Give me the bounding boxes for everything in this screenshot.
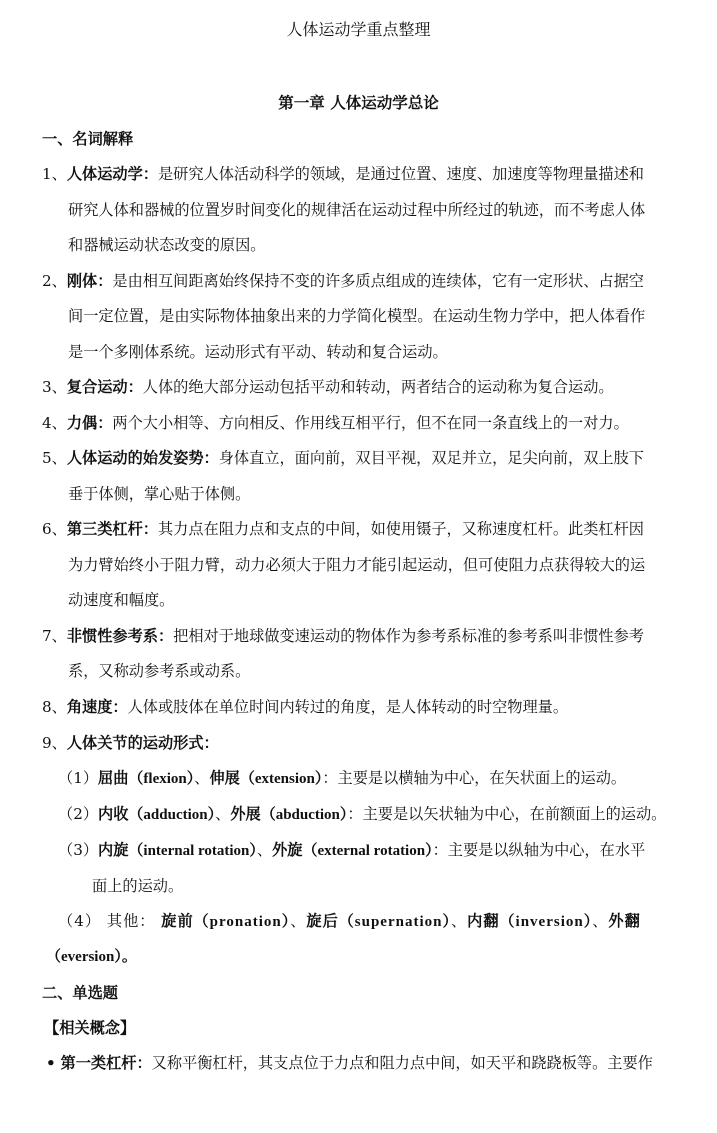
chapter-title: 第一章 人体运动学总论 bbox=[278, 93, 439, 112]
definition-text: 两个大小相等、方向相反、作用线互相平行，但不在同一条直线上的一对力。 bbox=[112, 414, 629, 432]
definition-text: 是由相互间距离始终保持不变的许多质点组成的连续体，它有一定形状、占据空 bbox=[112, 272, 644, 290]
item-number: 4、 bbox=[42, 414, 67, 432]
joint-motion-item-4: （4） 其他： 旋前（pronation）、旋后（supernation）、内翻（inversion）、外翻 bbox=[58, 912, 641, 930]
term-label: 角速度 bbox=[66, 698, 113, 716]
term-label: 人体关节的运动形式 bbox=[66, 734, 204, 752]
motion-term-en: （adduction） bbox=[128, 807, 216, 823]
motion-term-en: （extension） bbox=[239, 771, 323, 787]
term-item-7: 7、非惯性参考系：把相对于地球做变速运动的物体作为参考系标准的参考系叫非惯性参考 bbox=[42, 627, 644, 645]
item-number: 8、 bbox=[42, 698, 67, 716]
item-number: 5、 bbox=[42, 449, 67, 467]
motion-term: 内旋 bbox=[98, 841, 129, 859]
definition-text: 其力点在阻力点和支点的中间，如使用镊子，又称速度杠杆。此类杠杆因 bbox=[157, 520, 644, 538]
motion-term: 外旋 bbox=[272, 841, 303, 859]
definition-text: 人体的绝大部分运动包括平动和转动，两者结合的运动称为复合运动。 bbox=[142, 378, 614, 396]
motion-term: 内收 bbox=[98, 805, 129, 823]
term-label: 复合运动 bbox=[66, 378, 128, 396]
motion-term-en: （internal rotation） bbox=[128, 843, 257, 859]
motion-term: 屈曲 bbox=[98, 769, 129, 787]
definition-line: 研究人体和器械的位置岁时间变化的规律活在运动过程中所经过的轨迹，而不考虑人体 bbox=[68, 201, 646, 219]
item-number: 1、 bbox=[42, 165, 67, 183]
motion-term-en: （supernation） bbox=[338, 914, 451, 930]
term-label: 力偶 bbox=[66, 414, 98, 432]
term-item-6: 6、第三类杠杆：其力点在阻力点和支点的中间，如使用镊子，又称速度杠杆。此类杠杆因 bbox=[42, 520, 644, 538]
bullet-mark: • bbox=[46, 1054, 56, 1072]
motion-term: 内翻 bbox=[467, 912, 500, 930]
definition-line: 垂于体侧，掌心贴于体侧。 bbox=[68, 485, 251, 503]
item-number: 7、 bbox=[42, 627, 67, 645]
definition-text: 是研究人体活动科学的领域，是通过位置、速度、加速度等物理量描述和 bbox=[157, 165, 644, 183]
joint-motion-item-3: （3）内旋（internal rotation）、外旋（external rotation）：主要是以纵轴为中心，在水平 bbox=[58, 841, 646, 859]
term-item-3: 3、复合运动：人体的绝大部分运动包括平动和转动，两者结合的运动称为复合运动。 bbox=[42, 378, 614, 396]
definition-line: 为力臂始终小于阻力臂，动力必须大于阻力才能引起运动，但可使阻力点获得较大的运 bbox=[68, 556, 646, 574]
related-concepts-label: 【相关概念】 bbox=[44, 1019, 136, 1037]
document-title: 人体运动学重点整理 bbox=[286, 20, 431, 39]
definition-line: 是一个多刚体系统。运动形式有平动、转动和复合运动。 bbox=[68, 343, 448, 361]
joint-motion-item-2: （2）内收（adduction）、外展（abduction）：主要是以矢状轴为中心，在前额面上的运动。 bbox=[58, 805, 667, 823]
motion-term: 外展 bbox=[230, 805, 261, 823]
term-label: 刚体 bbox=[66, 272, 98, 290]
term-label: 非惯性参考系 bbox=[66, 627, 158, 645]
term-label: 第一类杠杆 bbox=[60, 1054, 137, 1072]
motion-term: 伸展 bbox=[209, 769, 240, 787]
term-item-9: 9、人体关节的运动形式： bbox=[42, 734, 219, 752]
joint-motion-item-4-cont: （eversion）。 bbox=[46, 949, 137, 965]
motion-term-en: （flexion） bbox=[128, 771, 195, 787]
definition-line: 和器械运动状态改变的原因。 bbox=[68, 236, 266, 254]
motion-term: 旋前 bbox=[161, 912, 194, 930]
term-item-1: 1、人体运动学：是研究人体活动科学的领域，是通过位置、速度、加速度等物理量描述和 bbox=[42, 165, 644, 183]
term-label: 人体运动学 bbox=[66, 165, 143, 183]
section-heading-single-choice: 二、单选题 bbox=[42, 984, 118, 1002]
definition-line: 系，又称动参考系或动系。 bbox=[68, 662, 251, 680]
section-heading-terms: 一、名词解释 bbox=[42, 130, 134, 148]
definition-text: 又称平衡杠杆，其支点位于力点和阻力点中间，如天平和跷跷板等。主要作 bbox=[151, 1054, 653, 1072]
term-item-4: 4、力偶：两个大小相等、方向相反、作用线互相平行，但不在同一条直线上的一对力。 bbox=[42, 414, 629, 432]
term-item-8: 8、角速度：人体或肢体在单位时间内转过的角度，是人体转动的时空物理量。 bbox=[42, 698, 569, 716]
motion-term-en: （inversion） bbox=[499, 914, 593, 930]
term-item-5: 5、人体运动的始发姿势：身体直立，面向前，双目平视，双足并立，足尖向前，双上肢下 bbox=[42, 449, 644, 467]
definition-text: 人体或肢体在单位时间内转过的角度，是人体转动的时空物理量。 bbox=[127, 698, 569, 716]
definition-line: 动速度和幅度。 bbox=[68, 591, 175, 609]
motion-term-en: （external rotation） bbox=[302, 843, 433, 859]
definition-line: 间一定位置，是由实际物体抽象出来的力学简化模型。在运动生物力学中，把人体看作 bbox=[68, 307, 646, 325]
item-number: 2、 bbox=[42, 272, 67, 290]
item-number: 3、 bbox=[42, 378, 67, 396]
motion-term-en: （pronation） bbox=[193, 914, 291, 930]
term-label: 人体运动的始发姿势 bbox=[66, 449, 204, 467]
term-label: 第三类杠杆 bbox=[66, 520, 143, 538]
item-number: 9、 bbox=[42, 734, 67, 752]
motion-term-en: （abduction） bbox=[260, 807, 348, 823]
joint-motion-item-1: （1）屈曲（flexion）、伸展（extension）：主要是以横轴为中心，在矢状面上的运动。 bbox=[58, 769, 627, 787]
joint-motion-item-3-cont: 面上的运动。 bbox=[92, 877, 184, 895]
motion-term: 旋后 bbox=[306, 912, 339, 930]
definition-text: 身体直立，面向前，双目平视，双足并立，足尖向前，双上肢下 bbox=[218, 449, 644, 467]
definition-text: 把相对于地球做变速运动的物体作为参考系标准的参考系叫非惯性参考 bbox=[173, 627, 644, 645]
bullet-item-first-class-lever: • 第一类杠杆：又称平衡杠杆，其支点位于力点和阻力点中间，如天平和跷跷板等。主要作 bbox=[46, 1054, 653, 1072]
motion-term: 外翻 bbox=[608, 912, 641, 930]
term-item-2: 2、刚体：是由相互间距离始终保持不变的许多质点组成的连续体，它有一定形状、占据空 bbox=[42, 272, 644, 290]
item-number: 6、 bbox=[42, 520, 67, 538]
